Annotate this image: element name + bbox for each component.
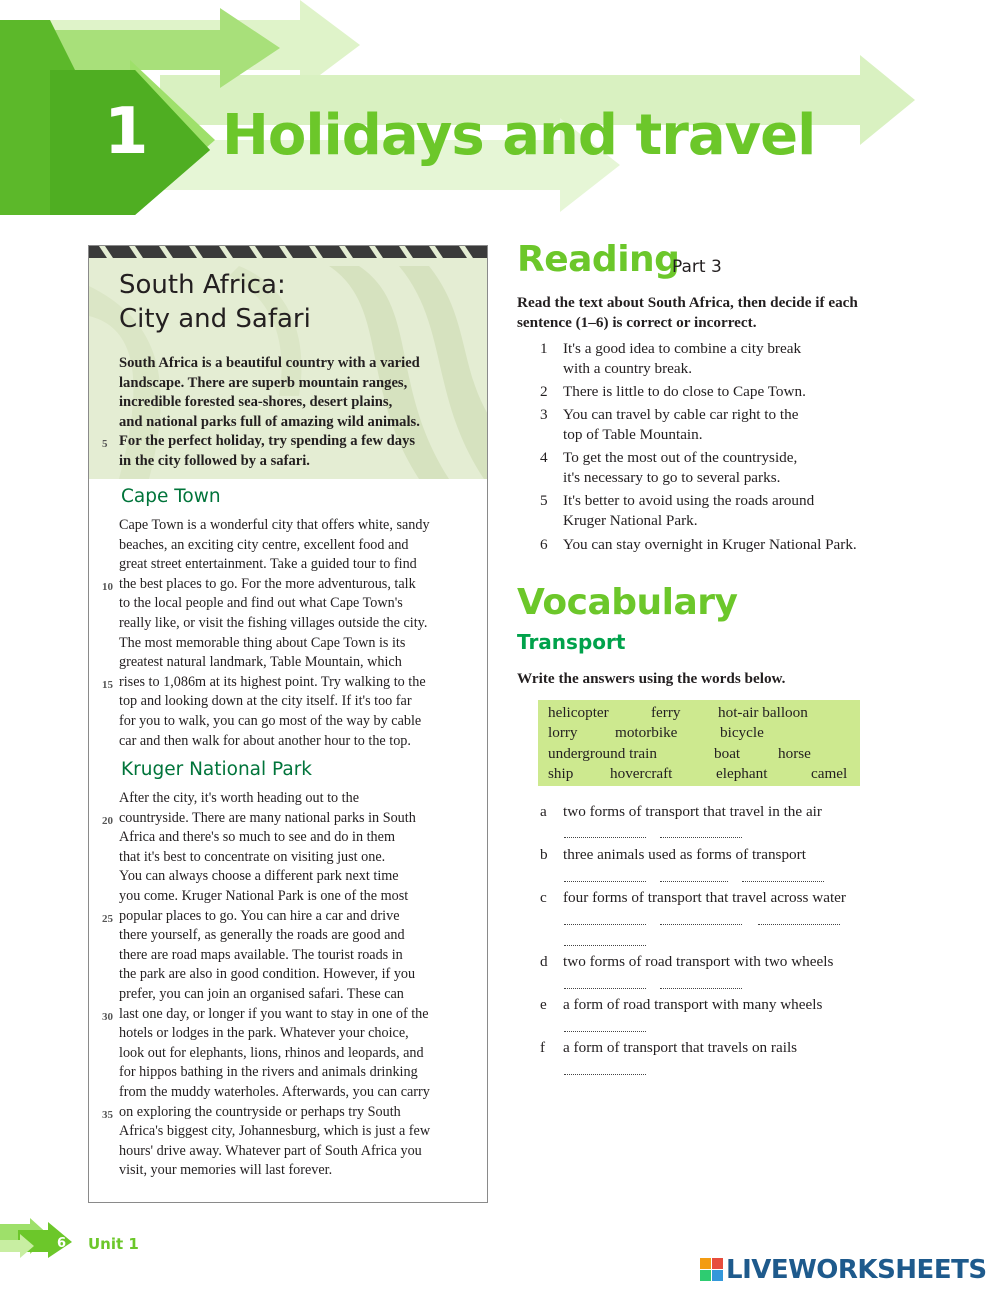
text-line: the park are also in good condition. However, if you xyxy=(119,966,416,983)
text-line: Africa and there's so much to see and do in them xyxy=(119,829,395,846)
question-text: To get the most out of the countryside, xyxy=(563,449,798,466)
question-text: You can stay overnight in Kruger National Park. xyxy=(563,536,857,553)
word: helicopter xyxy=(548,704,609,721)
text-line: The most memorable thing about Cape Town is its xyxy=(119,634,406,651)
question-text: it's necessary to go to several parks. xyxy=(563,469,781,486)
answer-blank[interactable] xyxy=(564,1074,646,1075)
answer-blank[interactable] xyxy=(660,924,742,925)
line-number: 10 xyxy=(102,580,113,593)
item-letter: e xyxy=(540,996,547,1013)
text-line: You can always choose a different park next time xyxy=(119,868,399,885)
text-line: hotels or lodges in the park. Whatever your choice, xyxy=(119,1025,409,1042)
word: elephant xyxy=(716,765,768,782)
line-number: 5 xyxy=(102,438,108,451)
text-line: look out for elephants, lions, rhinos and leopards, and xyxy=(119,1044,424,1061)
text-line: 30 last one day, or longer if you want to stay in one of the xyxy=(119,1005,479,1025)
word: hot-air balloon xyxy=(718,704,808,721)
page-number: 6 xyxy=(57,1236,67,1251)
answer-blank[interactable] xyxy=(564,924,646,925)
reading-part: Part 3 xyxy=(672,257,722,277)
text-line: from the muddy waterholes. Afterwards, you can carry xyxy=(119,1083,430,1100)
reading-instruction-line1: Read the text about South Africa, then decide if each xyxy=(517,294,858,311)
text-line: 20 countryside. There are many national parks in South xyxy=(119,809,479,829)
question-number: 2 xyxy=(540,383,548,400)
item-text: a form of road transport with many wheels xyxy=(563,996,823,1013)
item-letter: c xyxy=(540,889,547,906)
text-line: Africa's biggest city, Johannesburg, which is just a few xyxy=(119,1123,431,1140)
text-line: there are road maps available. The tourist roads in xyxy=(119,946,403,963)
question-number: 5 xyxy=(540,492,548,509)
text-line: hours' drive away. Whatever part of South Africa you xyxy=(119,1142,422,1159)
text-line: 10 the best places to go. For the more adventurous, talk xyxy=(119,575,479,595)
reading-instruction xyxy=(517,293,937,333)
item-letter: d xyxy=(540,953,548,970)
text-line: for hippos bathing in the rivers and animals drinking xyxy=(119,1064,418,1081)
item-text: four forms of transport that travel across water xyxy=(563,889,846,906)
text-line: 25 popular places to go. You can hire a car and drive xyxy=(119,907,479,927)
line-number: 15 xyxy=(102,678,113,691)
text-line: top and looking down at the city itself. If it's too far xyxy=(119,693,412,710)
unit-number: 1 xyxy=(104,95,149,169)
word: camel xyxy=(811,765,848,782)
text-line: greatest natural landmark, Table Mountain, which xyxy=(119,654,402,671)
article-title-line1: South Africa: xyxy=(119,270,286,300)
answer-blank[interactable] xyxy=(564,881,646,882)
word: underground train xyxy=(548,745,657,762)
answer-blank[interactable] xyxy=(564,945,646,946)
text-line: visit, your memories will last forever. xyxy=(119,1162,333,1179)
article-title xyxy=(119,268,311,336)
text-line: Cape Town is a wonderful city that offers white, sandy xyxy=(119,517,430,533)
line-number: 30 xyxy=(102,1010,113,1023)
text-line: there yourself, as generally the roads are good and xyxy=(119,927,405,944)
vocabulary-title: Vocabulary xyxy=(517,582,738,623)
answer-blank[interactable] xyxy=(564,988,646,989)
answer-blank[interactable] xyxy=(742,881,824,882)
footer-unit-label: Unit 1 xyxy=(88,1235,139,1253)
item-letter: b xyxy=(540,846,548,863)
line-number: 20 xyxy=(102,814,113,827)
question-text: with a country break. xyxy=(563,360,693,377)
question-text: There is little to do close to Cape Town. xyxy=(563,383,806,400)
unit-title: Holidays and travel xyxy=(222,103,816,168)
answer-blank[interactable] xyxy=(758,924,840,925)
word: horse xyxy=(778,745,811,762)
word: ship xyxy=(548,765,574,782)
text-line: prefer, you can join an organised safari. These can xyxy=(119,985,404,1002)
text-line: that it's best to concentrate on visiting just one. xyxy=(119,848,386,865)
text-line: car and then walk for about another hour to the top. xyxy=(119,732,411,749)
question-text: top of Table Mountain. xyxy=(563,426,703,443)
answer-blank[interactable] xyxy=(564,1031,646,1032)
answer-blank[interactable] xyxy=(564,837,646,838)
question-number: 4 xyxy=(540,449,548,466)
kruger-paragraph xyxy=(102,789,479,1181)
item-letter: a xyxy=(540,803,547,820)
item-letter: f xyxy=(540,1039,546,1056)
intro-line: South Africa is a beautiful country with a varied xyxy=(119,355,420,371)
word: boat xyxy=(714,745,741,762)
text-line: you come. Kruger National Park is one of the most xyxy=(119,887,409,904)
item-text: three animals used as forms of transport xyxy=(563,846,806,863)
liveworksheets-logo-icon xyxy=(700,1258,724,1282)
item-text: two forms of road transport with two wheels xyxy=(563,953,834,970)
vocabulary-instruction: Write the answers using the words below. xyxy=(517,670,786,687)
article-intro-box xyxy=(89,246,487,479)
cape-town-paragraph xyxy=(102,516,479,751)
question-text: It's a good idea to combine a city break xyxy=(563,340,802,357)
unit-header xyxy=(0,0,1000,230)
reading-article xyxy=(88,245,488,1203)
intro-line: and national parks full of amazing wild animals. xyxy=(119,413,420,430)
item-text: two forms of transport that travel in the air xyxy=(563,803,822,820)
footer-arrow-graphic xyxy=(0,1218,90,1258)
text-line: 15 rises to 1,086m at its highest point. Try walking to the xyxy=(119,673,479,693)
text-line: to the local people and find out what Cape Town's xyxy=(119,595,403,612)
text-line: After the city, it's worth heading out to the xyxy=(119,790,360,806)
section-heading-cape-town: Cape Town xyxy=(121,486,221,507)
answer-blank[interactable] xyxy=(660,881,728,882)
intro-line: in the city followed by a safari. xyxy=(119,452,310,469)
word: ferry xyxy=(651,704,681,721)
text-line: 35 on exploring the countryside or perhaps try South xyxy=(119,1103,479,1123)
text-line: great street entertainment. Take a guided tour to find xyxy=(119,556,417,573)
vocabulary-subtitle: Transport xyxy=(517,630,626,654)
article-intro xyxy=(102,354,469,472)
answer-blank[interactable] xyxy=(660,837,742,838)
question-text: You can travel by cable car right to the xyxy=(563,406,799,423)
text-line: beaches, an exciting city centre, excellent food and xyxy=(119,536,409,553)
question-number: 6 xyxy=(540,536,548,553)
intro-line: landscape. There are superb mountain ranges, xyxy=(119,374,408,391)
word: lorry xyxy=(548,724,578,741)
text-line: really like, or visit the fishing villages outside the city. xyxy=(119,614,428,631)
intro-line: incredible forested sea-shores, desert plains, xyxy=(119,394,393,411)
answer-blank[interactable] xyxy=(660,988,742,989)
question-number: 1 xyxy=(540,340,548,357)
brand-logo xyxy=(700,1255,987,1285)
word-box xyxy=(538,700,860,786)
text-line: for you to walk, you can go most of the way by cable xyxy=(119,712,422,729)
intro-line: 5 For the perfect holiday, try spending a few days xyxy=(119,432,469,452)
word: motorbike xyxy=(615,724,678,741)
reading-instruction-line2: sentence (1–6) is correct or incorrect. xyxy=(517,314,757,331)
brand-name: LIVEWORKSHEETS xyxy=(726,1255,987,1285)
line-number: 25 xyxy=(102,912,113,925)
line-number: 35 xyxy=(102,1108,113,1121)
reading-title: Reading xyxy=(517,239,680,280)
question-number: 3 xyxy=(540,406,548,423)
item-text: a form of transport that travels on rails xyxy=(563,1039,798,1056)
question-text: Kruger National Park. xyxy=(563,512,698,529)
section-heading-kruger: Kruger National Park xyxy=(121,759,313,780)
article-title-line2: City and Safari xyxy=(119,304,311,334)
word: hovercraft xyxy=(610,765,673,782)
question-text: It's better to avoid using the roads around xyxy=(563,492,815,509)
word: bicycle xyxy=(720,724,764,741)
